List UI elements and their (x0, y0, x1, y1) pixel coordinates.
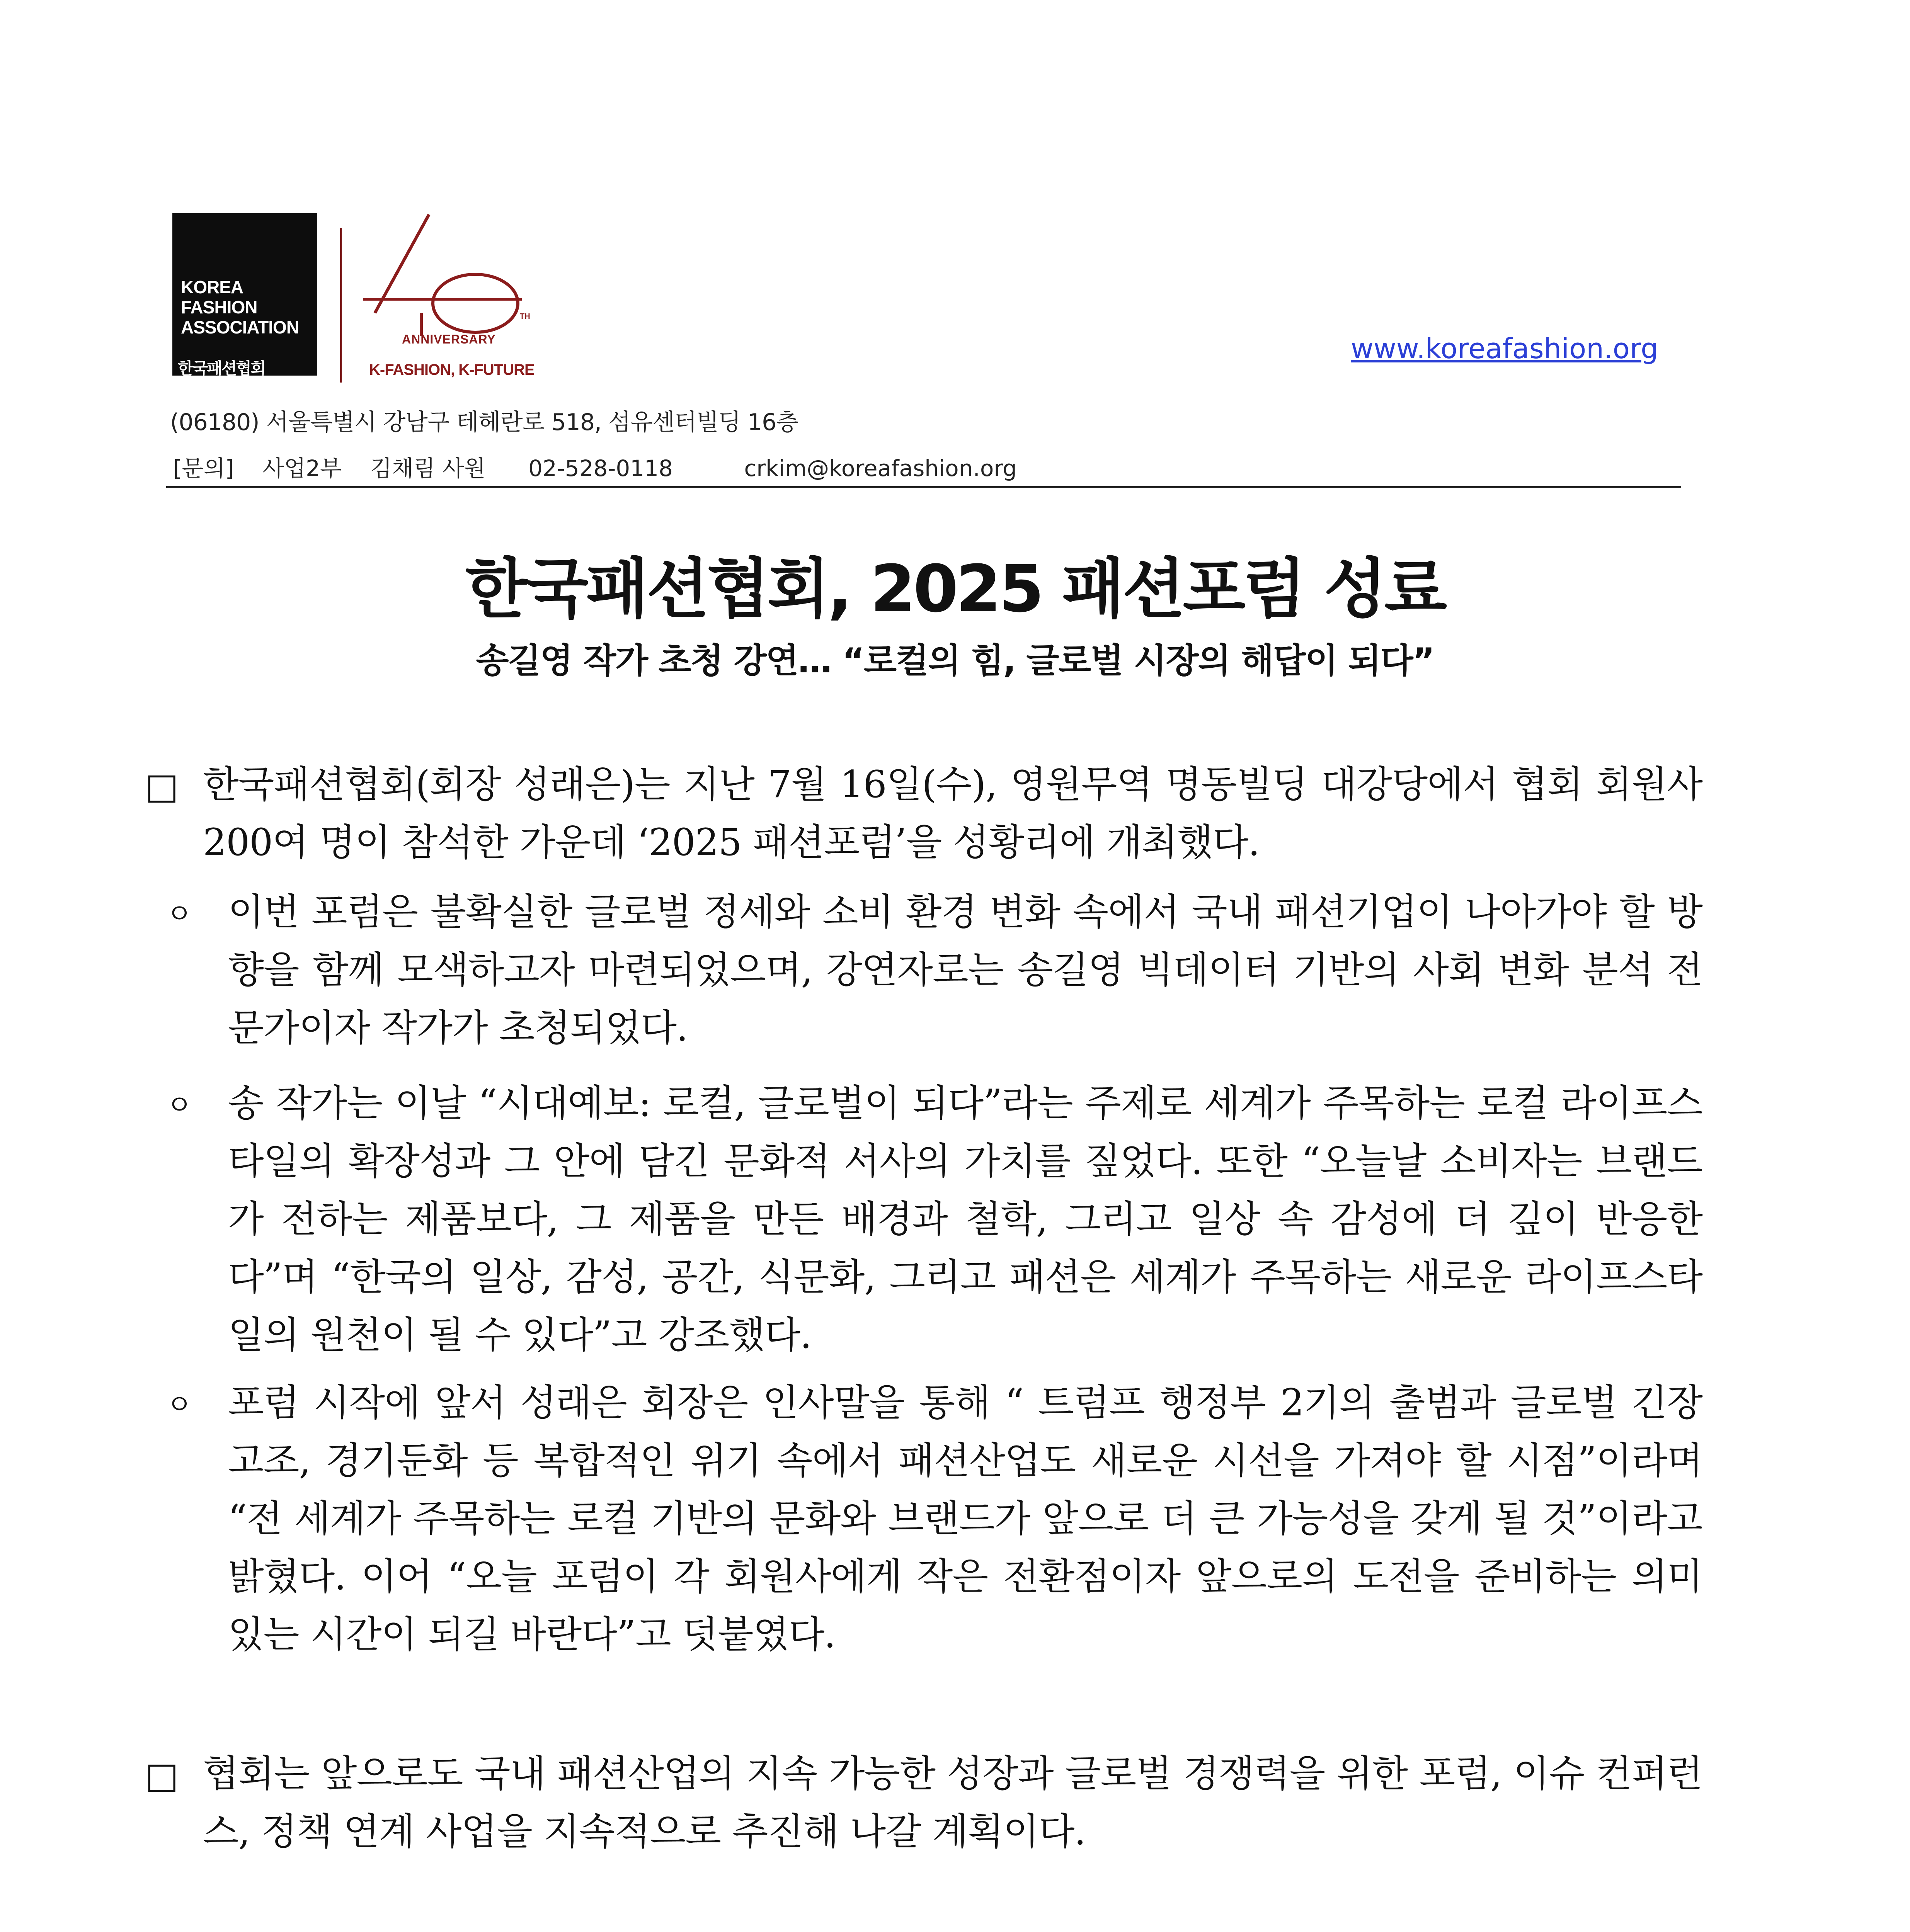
logo-divider (340, 228, 342, 383)
contact-phone: 02-528-0118 (528, 455, 673, 481)
bullet-paragraph-3: 포럼 시작에 앞서 성래은 회장은 인사말을 통해 “ 트럼프 행정부 2기의 출범과 글로벌 긴장 고조, 경기둔화 등 복합적인 위기 속에서 패션산업도 새로운 시선을 가져야 할 시점”이라며 “전 세계가 주목하는 로컬 기반의 문화와 브랜드가 앞으로 더 큰 가능성을 갖게 될 것”이라고 밝혔다. 이어 “오늘 포럼이 각 회원사에게 작은 전환점이자 앞으로의 도전을 준비하는 의미 있는 시간이 되길 바란다”고 덧붙였다. (228, 1381, 1702, 1656)
header-divider (166, 486, 1681, 488)
website-link[interactable]: www.koreafashion.org (1351, 332, 1658, 365)
association-address: (06180) 서울특별시 강남구 테헤란로 518, 섬유센터빌딩 16층 (170, 409, 798, 436)
logo-line-korea: KOREA (181, 277, 243, 297)
logo-line-association: ASSOCIATION (181, 317, 299, 337)
anniversary-word: ANNIVERSARY (402, 332, 496, 346)
logo-korean-text: 한국패션협회 (178, 359, 265, 378)
logo-line-fashion: FASHION (181, 297, 257, 317)
closing-paragraph: 협회는 앞으로도 국내 패션산업의 지속 가능한 성장과 글로벌 경쟁력을 위한 포럼, 이슈 컨퍼런스, 정책 연계 사업을 지속적으로 추진해 나갈 계획이다. (203, 1752, 1702, 1853)
contact-name: 김채림 사원 (370, 455, 486, 481)
anniversary-suffix: TH (520, 312, 530, 321)
contact-email[interactable]: crkim@koreafashion.org (744, 455, 1017, 481)
association-logo (172, 213, 317, 376)
circle-bullet-marker: ㅇ (166, 898, 192, 930)
box-bullet-marker: □ (145, 765, 179, 807)
anniversary-tagline: K-FASHION, K-FUTURE (369, 361, 535, 378)
contact-label: [문의] (173, 455, 234, 481)
lead-paragraph: 한국패션협회(회장 성래은)는 지난 7월 16일(수), 영원무역 명동빌딩 대강당에서 협회 회원사 200여 명이 참석한 가운데 ‘2025 패션포럼’을 성황리에 개최했다. (203, 763, 1702, 864)
press-release-title: 한국패션협회, 2025 패션포럼 성료 (465, 551, 1445, 627)
contact-info (173, 450, 1017, 483)
contact-department: 사업2부 (262, 455, 342, 481)
box-bullet-marker: □ (145, 1755, 179, 1796)
bullet-paragraph-1: 이번 포럼은 불확실한 글로벌 정세와 소비 환경 변화 속에서 국내 패션기업이 나아가야 할 방향을 함께 모색하고자 마련되었으며, 강연자로는 송길영 빅데이터 기반의 사회 변화 분석 전문가이자 작가가 초청되었다. (228, 890, 1702, 1049)
circle-bullet-marker: ㅇ (166, 1089, 192, 1121)
logo-english-text (181, 277, 299, 337)
anniversary-40-emblem (363, 209, 549, 340)
circle-bullet-marker: ㅇ (166, 1389, 192, 1420)
bullet-paragraph-2: 송 작가는 이날 “시대예보: 로컬, 글로벌이 되다”라는 주제로 세계가 주목하는 로컬 라이프스타일의 확장성과 그 안에 담긴 문화적 서사의 가치를 짚었다. 또한 “오늘날 소비자는 브랜드가 전하는 제품보다, 그 제품을 만든 배경과 철학, 그리고 일상 속 감성에 더 깊이 반응한다”며 “한국의 일상, 감성, 공간, 식문화, 그리고 패션은 세계가 주목하는 새로운 라이프스타일의 원천이 될 수 있다”고 강조했다. (228, 1082, 1702, 1357)
press-release-subtitle: 송길영 작가 초청 강연… “로컬의 힘, 글로벌 시장의 해답이 되다” (476, 641, 1434, 680)
